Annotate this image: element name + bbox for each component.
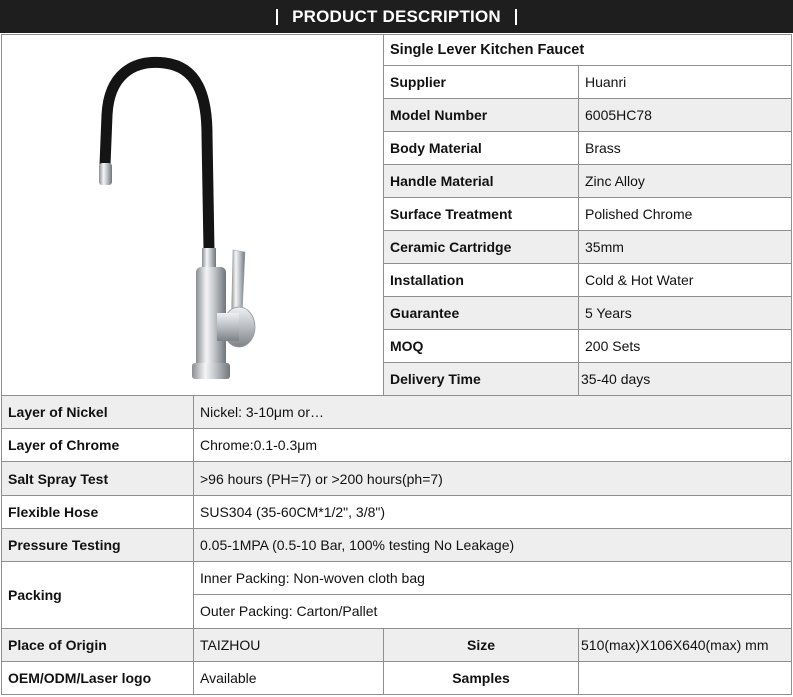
detail-label: Size [384, 628, 579, 661]
detail-label: Layer of Nickel [2, 396, 194, 429]
spec-value: 200 Sets [579, 330, 792, 363]
product-spec-table [1, 34, 792, 396]
spec-value: 35mm [579, 231, 792, 264]
detail-value: Outer Packing: Carton/Pallet [194, 595, 792, 628]
table-row [2, 661, 792, 694]
detail-label: Salt Spray Test [2, 462, 194, 495]
header-title: PRODUCT DESCRIPTION [292, 6, 501, 26]
detail-value: Inner Packing: Non-woven cloth bag [194, 562, 792, 595]
product-title: Single Lever Kitchen Faucet [384, 35, 792, 66]
table-row [2, 562, 792, 595]
detail-value: 510(max)X106X640(max) mm [579, 628, 792, 661]
spec-value: Cold & Hot Water [579, 264, 792, 297]
spec-value: Brass [579, 132, 792, 165]
detail-label: Pressure Testing [2, 528, 194, 561]
table-row [2, 495, 792, 528]
spec-value: 35-40 days [579, 363, 792, 396]
spec-label: MOQ [384, 330, 579, 363]
detail-value: Available [194, 661, 384, 694]
table-row [2, 528, 792, 561]
table-row [2, 462, 792, 495]
spec-label: Ceramic Cartridge [384, 231, 579, 264]
spec-label: Delivery Time [384, 363, 579, 396]
spec-label: Body Material [384, 132, 579, 165]
spec-label: Guarantee [384, 297, 579, 330]
detail-value: SUS304 (35-60CM*1/2", 3/8") [194, 495, 792, 528]
detail-value: 0.05-1MPA (0.5-10 Bar, 100% testing No Leakage) [194, 528, 792, 561]
kitchen-faucet-icon [93, 45, 293, 385]
spec-value: Zinc Alloy [579, 165, 792, 198]
table-row [2, 35, 792, 66]
detail-value: Chrome:0.1-0.3μm [194, 429, 792, 462]
detail-value: Nickel: 3-10μm or… [194, 396, 792, 429]
spec-value: Polished Chrome [579, 198, 792, 231]
spec-label: Supplier [384, 66, 579, 99]
header-right-bar [515, 9, 517, 25]
detail-label: Place of Origin [2, 628, 194, 661]
spec-value: 5 Years [579, 297, 792, 330]
spec-label: Installation [384, 264, 579, 297]
spec-value: 6005HC78 [579, 99, 792, 132]
detail-value: >96 hours (PH=7) or >200 hours(ph=7) [194, 462, 792, 495]
detail-label: Layer of Chrome [2, 429, 194, 462]
section-header [0, 0, 793, 33]
spec-label: Surface Treatment [384, 198, 579, 231]
spec-label: Model Number [384, 99, 579, 132]
table-row [2, 628, 792, 661]
detail-value [579, 661, 792, 694]
table-row [2, 429, 792, 462]
detail-label: Samples [384, 661, 579, 694]
spec-label: Handle Material [384, 165, 579, 198]
table-row [2, 396, 792, 429]
detail-label: OEM/ODM/Laser logo [2, 661, 194, 694]
header-left-bar [276, 9, 278, 25]
detail-label: Packing [2, 562, 194, 628]
product-detail-table [1, 395, 792, 695]
spec-value: Huanri [579, 66, 792, 99]
detail-label: Flexible Hose [2, 495, 194, 528]
product-image-cell [2, 35, 384, 396]
detail-value: TAIZHOU [194, 628, 384, 661]
